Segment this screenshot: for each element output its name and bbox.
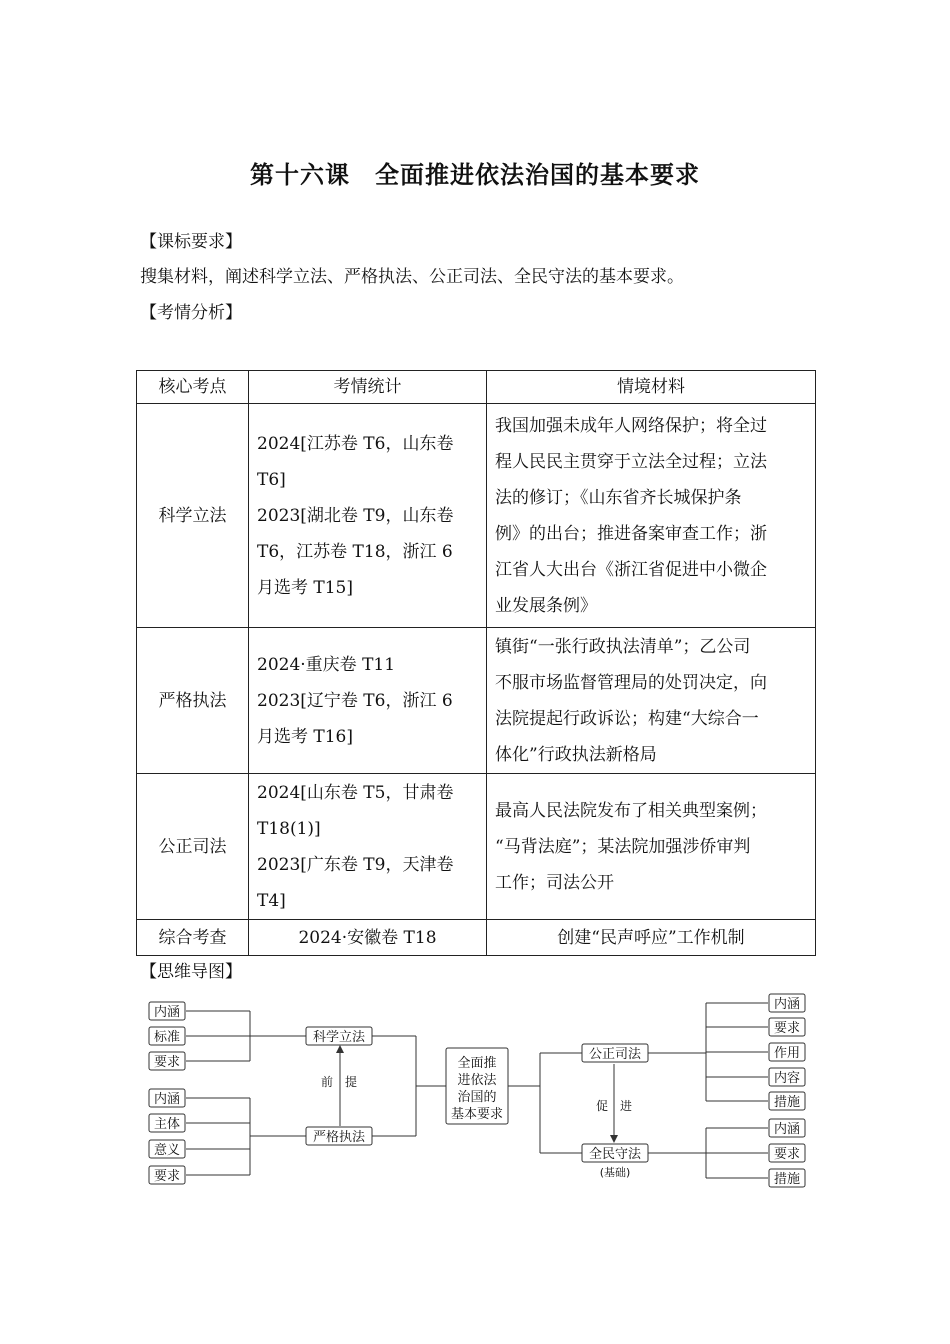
mindmap-node-ygzf: 严格执法 — [312, 1130, 366, 1145]
mindmap-node: 内容 — [773, 1071, 801, 1086]
mindmap-node: 内涵 — [773, 997, 801, 1012]
stats-line: 2024[江苏卷 T6，山东卷 — [257, 433, 454, 454]
curriculum-text: 搜集材料，阐述科学立法、严格执法、公正司法、全民守法的基本要求。 — [140, 267, 684, 287]
basis-label: (基础) — [599, 1166, 631, 1179]
mindmap-node: 要求 — [773, 1021, 801, 1036]
materials-line: 法的修订；《山东省齐长城保护条 — [495, 487, 742, 508]
materials-line: 例》的出台；推进备案审查工作；浙 — [495, 523, 767, 544]
analysis-heading: 【考情分析】 — [140, 303, 242, 323]
stats-line: T4] — [257, 890, 286, 911]
premise-label: 前 提 — [320, 1075, 358, 1089]
stats-line: 2023[湖北卷 T9，山东卷 — [257, 505, 454, 526]
center-line: 基本要求 — [450, 1107, 504, 1122]
topic-cell: 综合考查 — [137, 920, 249, 956]
mindmap-node: 内涵 — [153, 1092, 181, 1107]
mindmap-heading: 【思维导图】 — [140, 962, 242, 982]
stats-line: T6，江苏卷 T18，浙江 6 — [257, 541, 453, 562]
materials-line: 工作；司法公开 — [495, 872, 614, 893]
table-header: 核心考点 — [137, 371, 249, 404]
exam-analysis-table — [136, 370, 816, 956]
materials-cell — [487, 404, 816, 628]
materials-cell — [487, 774, 816, 920]
mindmap-node: 措施 — [773, 1095, 801, 1110]
materials-line: 江省人大出台《浙江省促进中小微企 — [495, 559, 767, 580]
center-line: 全面推 — [457, 1056, 497, 1071]
materials-line: 程人民民主贯穿于立法全过程；立法 — [495, 451, 767, 472]
stats-line: 2023[辽宁卷 T6，浙江 6 — [257, 690, 453, 711]
mindmap-node-kxlf: 科学立法 — [312, 1030, 366, 1045]
table-row — [137, 774, 816, 920]
materials-line: 最高人民法院发布了相关典型案例； — [495, 800, 767, 821]
mindmap-node: 作用 — [773, 1046, 801, 1061]
stats-line: 2023[广东卷 T9，天津卷 — [257, 854, 454, 875]
curriculum-heading: 【课标要求】 — [140, 232, 242, 252]
materials-line: 镇街“一张行政执法清单”；乙公司 — [495, 636, 751, 657]
stats-line: 2024[山东卷 T5，甘肃卷 — [257, 782, 454, 803]
table-header: 情境材料 — [487, 371, 816, 404]
stats-cell: 2024·安徽卷 T18 — [249, 920, 487, 956]
center-line: 治国的 — [457, 1090, 497, 1105]
promote-label: 促 进 — [595, 1099, 633, 1113]
mindmap-node: 主体 — [153, 1117, 181, 1132]
stats-cell — [249, 774, 487, 920]
table-row — [137, 920, 816, 956]
mindmap-node: 标准 — [153, 1030, 181, 1045]
mindmap-node: 要求 — [153, 1169, 181, 1184]
table-row — [137, 628, 816, 774]
mindmap-node-gzsf: 公正司法 — [588, 1047, 642, 1062]
mindmap-node-qmsf: 全民守法 — [588, 1147, 642, 1162]
stats-line: T6] — [257, 469, 286, 490]
materials-cell — [487, 628, 816, 774]
stats-line: 月选考 T15] — [257, 577, 354, 598]
stats-line: 月选考 T16] — [257, 726, 354, 747]
materials-line: “马背法庭”；某法院加强涉侨审判 — [495, 836, 751, 857]
materials-line: 法院提起行政诉讼；构建“大综合一 — [495, 708, 759, 729]
mindmap-node: 内涵 — [153, 1005, 181, 1020]
stats-line: 2024·重庆卷 T11 — [257, 654, 396, 675]
materials-line: 体化”行政执法新格局 — [495, 744, 657, 765]
table-header: 考情统计 — [249, 371, 487, 404]
materials-line: 我国加强未成年人网络保护；将全过 — [495, 415, 767, 436]
mindmap-node: 内涵 — [773, 1122, 801, 1137]
table-row — [137, 404, 816, 628]
page-title: 第十六课 全面推进依法治国的基本要求 — [250, 160, 700, 189]
stats-cell — [249, 404, 487, 628]
mindmap-node: 要求 — [153, 1055, 181, 1070]
topic-cell: 严格执法 — [137, 628, 249, 774]
topic-cell: 公正司法 — [137, 774, 249, 920]
materials-line: 业发展条例》 — [495, 595, 597, 616]
mindmap-node: 意义 — [153, 1143, 181, 1158]
stats-cell — [249, 628, 487, 774]
stats-line: T18(1)] — [257, 818, 321, 839]
topic-cell: 科学立法 — [137, 404, 249, 628]
center-line: 进依法 — [457, 1073, 497, 1088]
table-header-row — [137, 371, 816, 404]
materials-cell: 创建“民声呼应”工作机制 — [487, 920, 816, 956]
materials-line: 不服市场监督管理局的处罚决定，向 — [495, 672, 767, 693]
mindmap-node: 要求 — [773, 1147, 801, 1162]
mindmap-node: 措施 — [773, 1172, 801, 1187]
mind-map — [140, 990, 820, 1190]
